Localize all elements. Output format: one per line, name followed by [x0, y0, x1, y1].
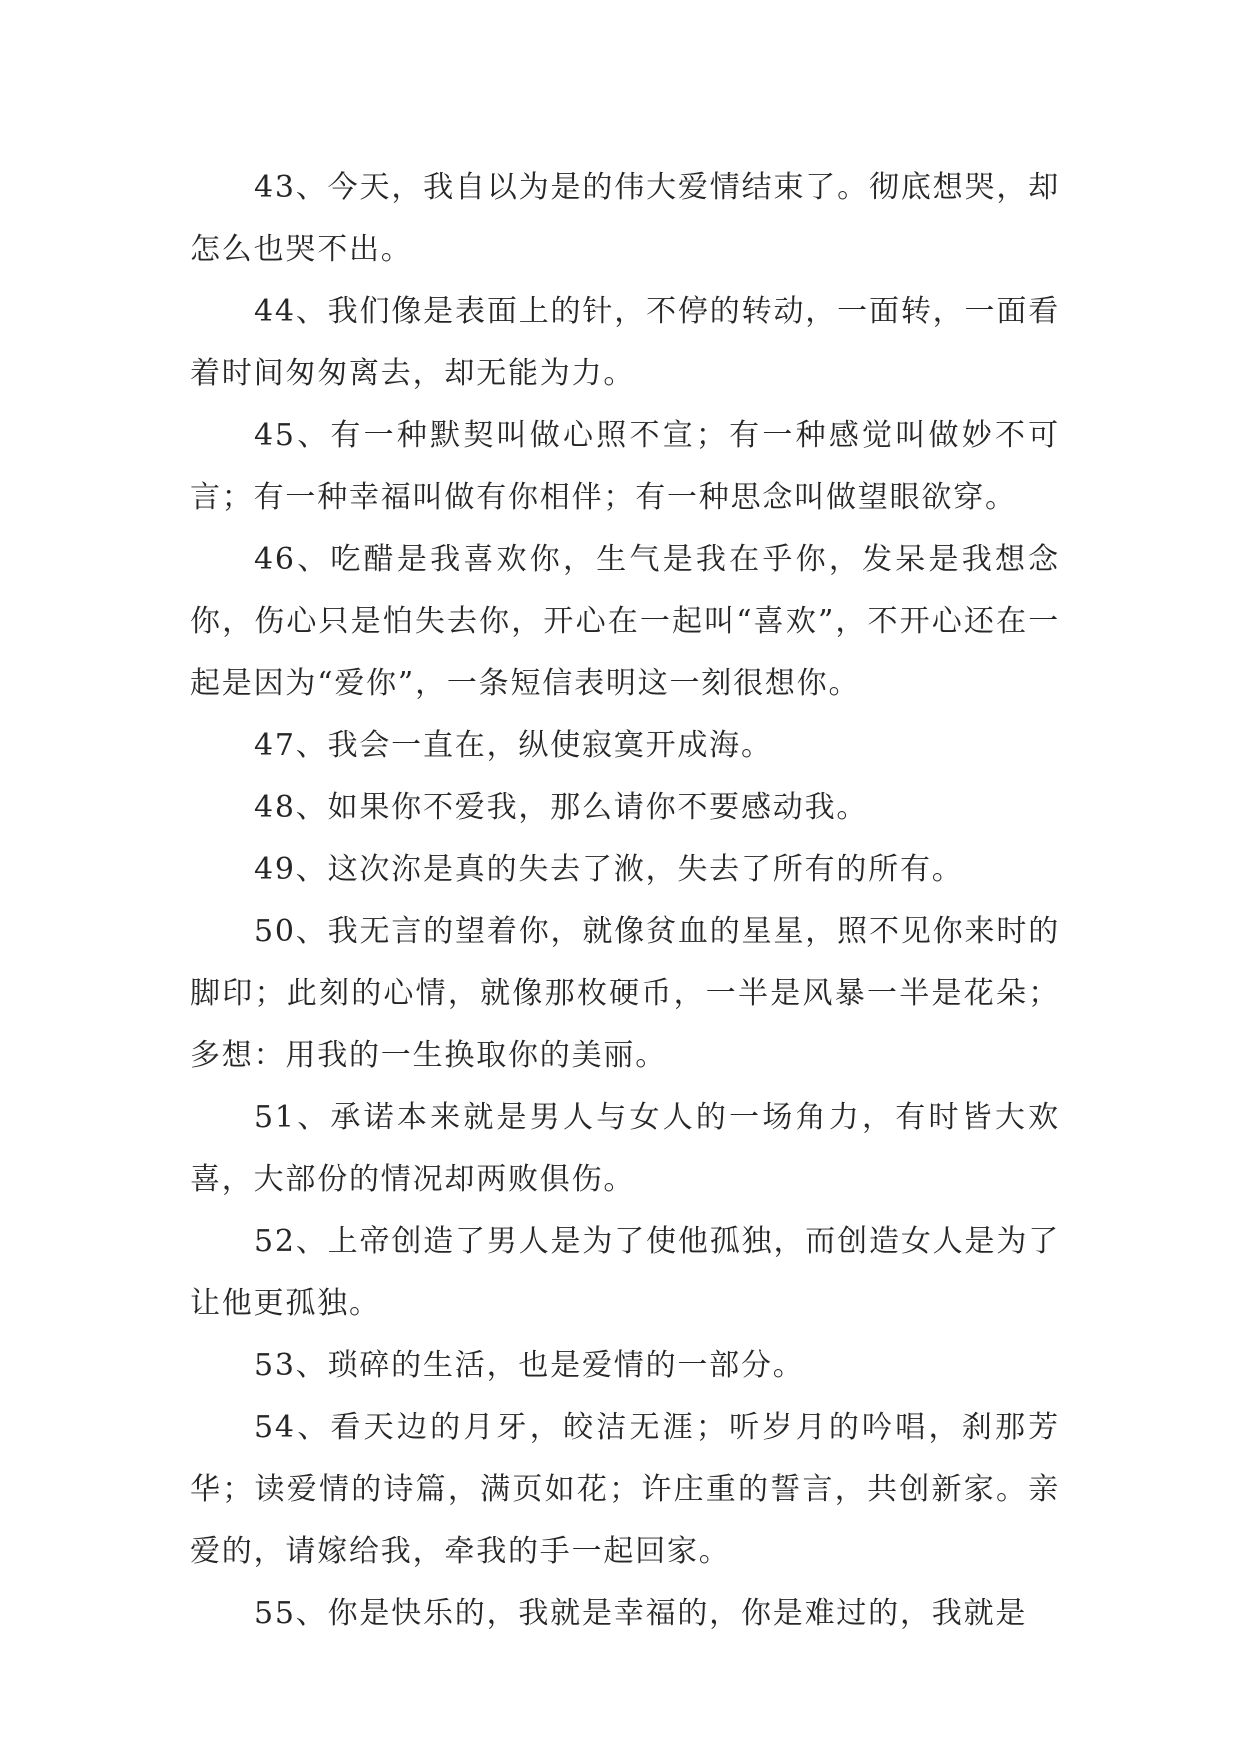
document-body [190, 157, 1060, 1645]
paragraph-54: 54、看天边的月牙，皎洁无涯；听岁月的吟唱，刹那芳华；读爱情的诗篇，满页如花；许庄重的誓言，共创新家。亲爱的，请嫁给我，牵我的手一起回家。 [190, 1410, 1060, 1569]
paragraph-44: 44、我们像是表面上的针，不停的转动，一面转，一面看着时间匆匆离去，却无能为力。 [190, 294, 1060, 391]
paragraph-50: 50、我无言的望着你，就像贫血的星星，照不见你来时的脚印；此刻的心情，就像那枚硬币，一半是风暴一半是花朵；多想：用我的一生换取你的美丽。 [190, 914, 1060, 1073]
paragraph-51: 51、承诺本来就是男人与女人的一场角力，有时皆大欢喜，大部份的情况却两败俱伤。 [190, 1100, 1060, 1197]
paragraph-45: 45、有一种默契叫做心照不宣；有一种感觉叫做妙不可言；有一种幸福叫做有你相伴；有一种思念叫做望眼欲穿。 [190, 418, 1060, 515]
paragraph-48: 48、如果你不爱我，那么请你不要感动我。 [254, 790, 869, 825]
paragraph-55: 55、你是快乐的，我就是幸福的，你是难过的，我就是 [254, 1596, 1028, 1631]
paragraph-52: 52、上帝创造了男人是为了使他孤独，而创造女人是为了让他更孤独。 [190, 1224, 1060, 1321]
paragraph-46: 46、吃醋是我喜欢你，生气是我在乎你，发呆是我想念你，伤心只是怕失去你，开心在一起叫“喜欢”，不开心还在一起是因为“爱你”，一条短信表明这一刻很想你。 [190, 542, 1060, 701]
paragraph-47: 47、我会一直在，纵使寂寞开成海。 [254, 728, 773, 763]
paragraph-49: 49、这次沵是真的失去了浟，失去了所有的所有。 [254, 852, 964, 887]
paragraph-53: 53、琐碎的生活，也是爱情的一部分。 [254, 1348, 805, 1383]
paragraph-43: 43、今天，我自以为是的伟大爱情结束了。彻底想哭，却怎么也哭不出。 [190, 170, 1060, 267]
